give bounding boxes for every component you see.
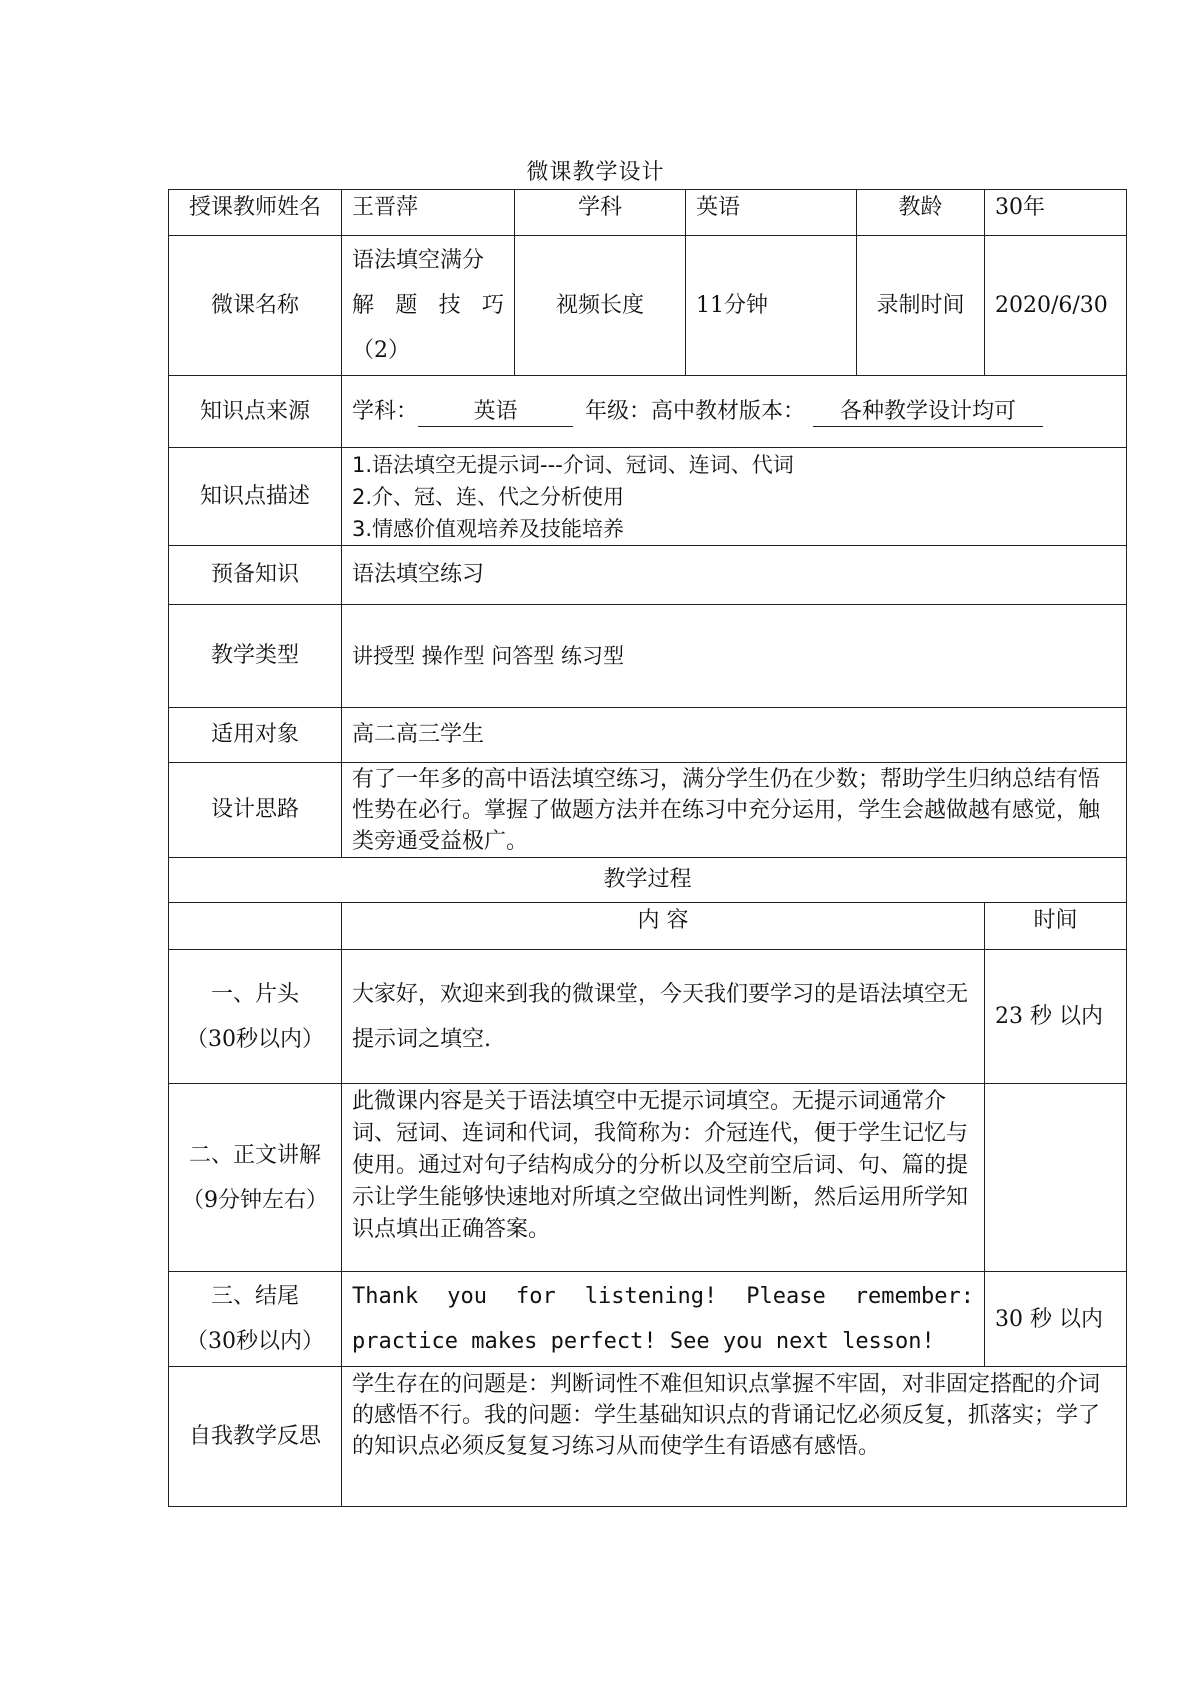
process-row-label: [169, 950, 342, 1084]
audience-label: 适用对象: [169, 708, 342, 763]
process-stage-name: 三、结尾: [210, 1284, 299, 1309]
subject-label: 学科: [515, 190, 686, 236]
lesson-design-table: [168, 189, 1127, 1507]
course-line-2: 解 题 技 巧: [352, 293, 504, 318]
page-title: 微课教学设计: [526, 160, 665, 185]
teacher-row: [169, 190, 1127, 236]
prereq-label: 预备知识: [169, 546, 342, 605]
teacher-label: 授课教师姓名: [169, 190, 342, 236]
process-row-time: [985, 1084, 1127, 1272]
process-stage-limit: （9分钟左右）: [182, 1187, 328, 1213]
process-col-content: 内 容: [342, 903, 985, 950]
record-label: 录制时间: [857, 236, 985, 376]
process-row-label: [169, 1084, 342, 1272]
source-subject-value: 英语: [418, 398, 573, 427]
process-stage-limit: （30秒以内）: [186, 1026, 324, 1052]
source-value: [342, 376, 1127, 448]
reflection-value: 学生存在的问题是：判断词性不难但知识点掌握不牢固，对非固定搭配的介词的感悟不行。我的问题：学生基础知识点的背诵记忆必须反复，抓落实；学了的知识点必须反复复习练习从而使学生有语感有感悟。: [342, 1367, 1127, 1507]
age-label: 教龄: [857, 190, 985, 236]
process-row-content: 大家好，欢迎来到我的微课堂，今天我们要学习的是语法填空无提示词之填空.: [342, 950, 985, 1084]
course-row: [169, 236, 1127, 376]
process-row-main: [169, 1084, 1127, 1272]
process-column-row: [169, 903, 1127, 950]
duration-value: 11分钟: [686, 236, 857, 376]
source-row: [169, 376, 1127, 448]
teaching-type-value: 讲授型 操作型 问答型 练习型: [342, 605, 1127, 708]
process-stage-name: 二、正文讲解: [188, 1142, 321, 1168]
source-subject-prefix: 学科：: [352, 398, 419, 424]
description-row: [169, 448, 1127, 546]
reflection-label: 自我教学反思: [169, 1367, 342, 1507]
process-row-label: [169, 1272, 342, 1367]
audience-row: [169, 708, 1127, 763]
prereq-row: [169, 546, 1127, 605]
age-value: 30年: [985, 190, 1127, 236]
source-grade-prefix: 年级：高中教材版本：: [585, 398, 806, 424]
source-label: 知识点来源: [169, 376, 342, 448]
process-row-ending: [169, 1272, 1127, 1367]
teacher-value: 王晋萍: [342, 190, 515, 236]
process-row-content: Thank you for listening! Please remember: practice makes perfect! See you next lesson!: [342, 1272, 985, 1367]
duration-label: 视频长度: [515, 236, 686, 376]
course-line-3: （2）: [352, 338, 410, 363]
process-header: 教学过程: [169, 858, 1127, 903]
course-value: [342, 236, 515, 376]
prereq-value: 语法填空练习: [342, 546, 1127, 605]
process-stage-name: 一、片头: [210, 981, 299, 1007]
process-row-opening: [169, 950, 1127, 1084]
reflection-row: [169, 1367, 1127, 1507]
process-row-time: 30 秒 以内: [985, 1272, 1127, 1367]
process-stage-limit: （30秒以内）: [186, 1329, 324, 1354]
subject-value: 英语: [686, 190, 857, 236]
process-row-time: 23 秒 以内: [985, 950, 1127, 1084]
design-value: 有了一年多的高中语法填空练习，满分学生仍在少数；帮助学生归纳总结有悟性势在必行。掌握了做题方法并在练习中充分运用，学生会越做越有感觉，触类旁通受益极广。: [342, 763, 1127, 858]
description-item: 3.情感价值观培养及技能培养: [352, 516, 625, 541]
description-value: [342, 448, 1127, 546]
description-item: 1.语法填空无提示词---介词、冠词、连词、代词: [352, 452, 794, 477]
record-value: 2020/6/30: [985, 236, 1127, 376]
design-row: [169, 763, 1127, 858]
audience-value: 高二高三学生: [342, 708, 1127, 763]
source-version-value: 各种教学设计均可: [813, 398, 1043, 427]
process-col-time: 时间: [985, 903, 1127, 950]
process-header-row: [169, 858, 1127, 903]
teaching-type-label: 教学类型: [169, 605, 342, 708]
process-row-content: 此微课内容是关于语法填空中无提示词填空。无提示词通常介词、冠词、连词和代词，我简称为：介冠连代，便于学生记忆与使用。通过对句子结构成分的分析以及空前空后词、句、篇的提示让学生能够快速地对所填之空做出词性判断，然后运用所学知识点填出正确答案。: [342, 1084, 985, 1272]
course-label: 微课名称: [169, 236, 342, 376]
description-item: 2.介、冠、连、代之分析使用: [352, 484, 625, 509]
course-line-1: 语法填空满分: [352, 248, 485, 273]
teaching-type-row: [169, 605, 1127, 708]
design-label: 设计思路: [169, 763, 342, 858]
description-label: 知识点描述: [169, 448, 342, 546]
process-blank-cell: [169, 903, 342, 950]
